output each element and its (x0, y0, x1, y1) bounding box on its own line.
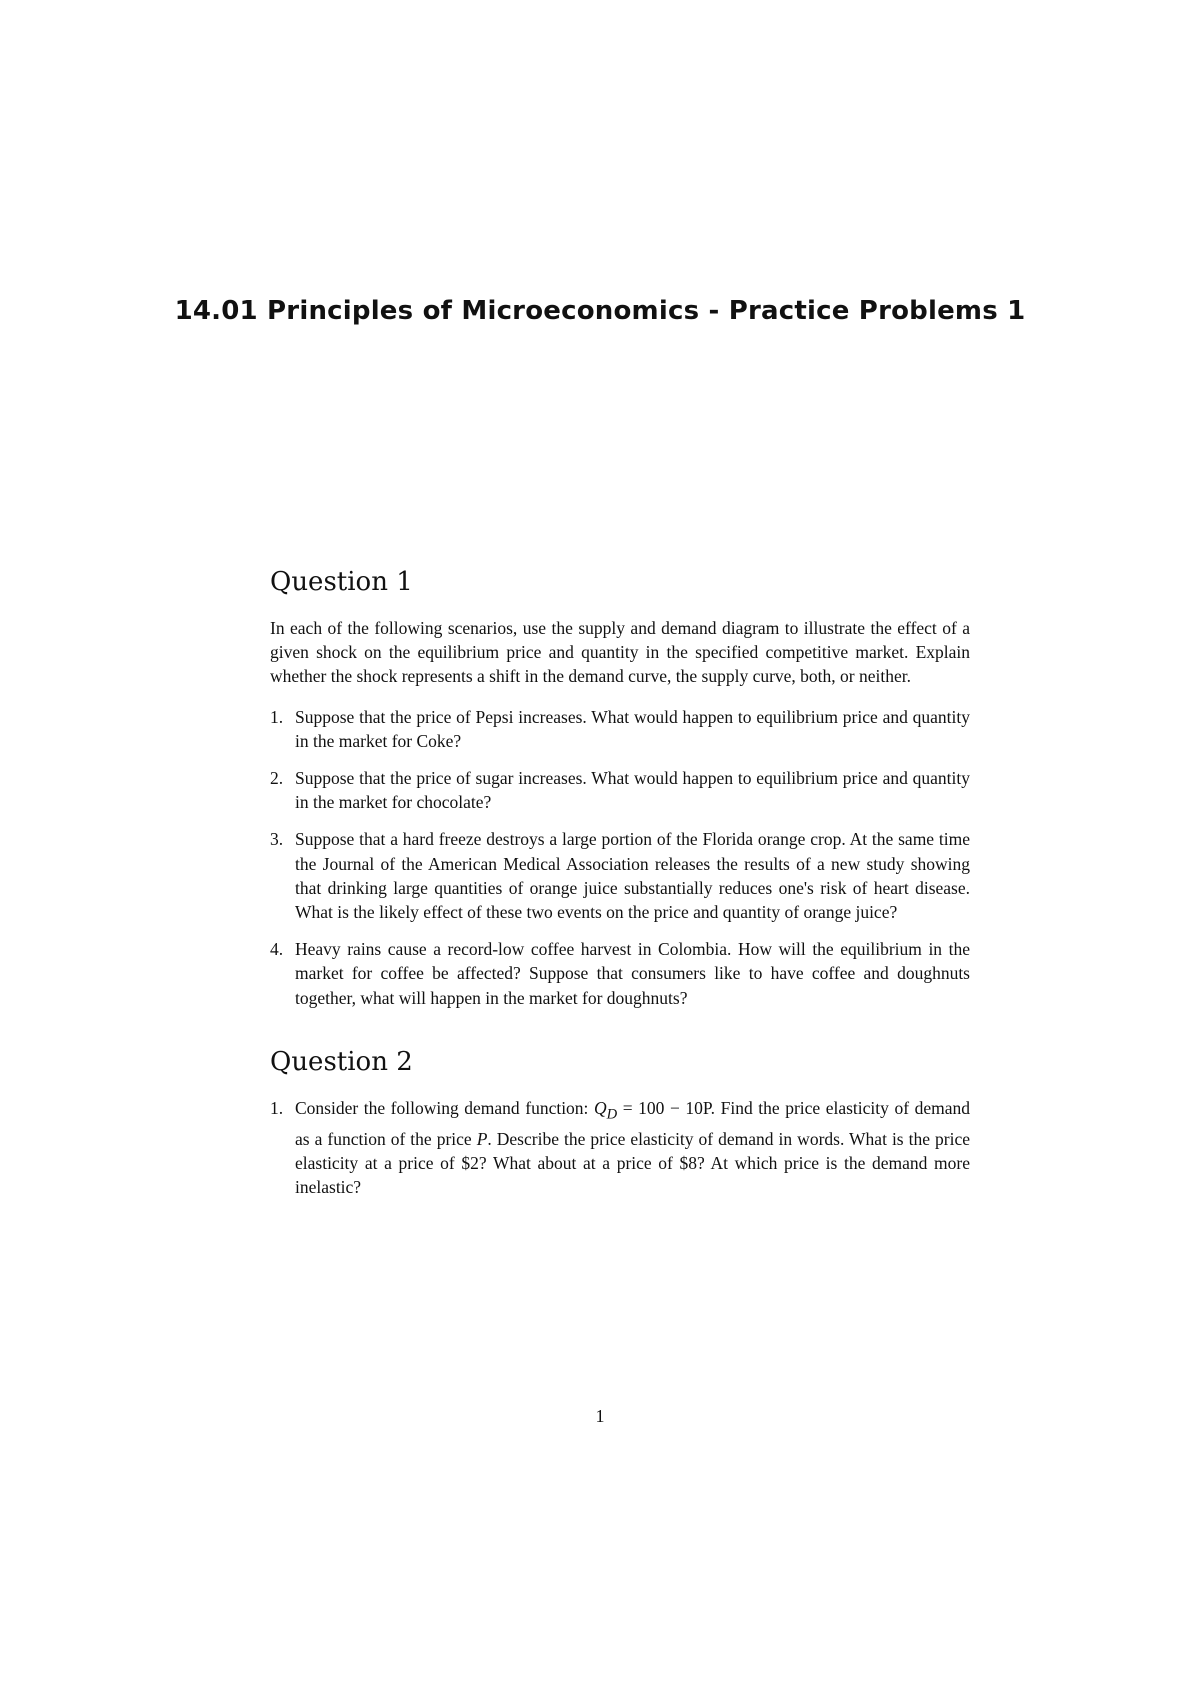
page-title: 14.01 Principles of Microeconomics - Practice Problems 1 (174, 296, 1026, 326)
list-item (270, 827, 970, 924)
list-item-number: 2. (270, 768, 284, 789)
equation-variable-q: Q (593, 1097, 607, 1118)
list-item-text: Heavy rains cause a record-low coffee harvest in Colombia. How will the equilibrium in the market for coffee be affected? Suppose that consumers like to have coffee and doughnuts together, what will happen in the market for doughnuts? (295, 939, 970, 1008)
text-segment: . Find the price elasticity of demand as a function of the price (295, 1097, 970, 1149)
list-item-text: Suppose that a hard freeze destroys a large portion of the Florida orange crop. At the same time the Journal of the American Medical Association releases the results of a new study showing that drinking large quantities of orange juice substantially reduces one's risk of heart disease. What is the likely effect of these two events on the price and quantity of orange juice? (295, 829, 970, 923)
question-1-heading: Question 1 (270, 567, 413, 597)
text-segment: . Describe the price elasticity of demand in words. What is the price elasticity at a price of $2? What about at a price of $8? At which price is the demand more inelastic? (295, 1128, 970, 1197)
list-item (270, 766, 970, 814)
list-item-text: Suppose that the price of Pepsi increases. What would happen to equilibrium price and quantity in the market for Coke? (295, 706, 970, 751)
list-item-number: 4. (270, 939, 284, 960)
list-item (270, 705, 970, 753)
text-segment: Consider the following demand function: (295, 1097, 594, 1118)
list-item-text (295, 1098, 970, 1197)
equation-rhs: = 100 − 10P (617, 1097, 711, 1118)
list-item-number: 3. (270, 829, 284, 850)
list-item-number: 1. (270, 1097, 284, 1118)
question-1-list (270, 705, 970, 1010)
document-body (270, 566, 970, 1212)
variable-p: P (476, 1128, 488, 1149)
list-item (270, 1096, 970, 1199)
question-1-intro: In each of the following scenarios, use the supply and demand diagram to illustrate the effect of a given shock on the equilibrium price and quantity in the specified competitive market. Explain whether the shock represents a shift in the demand curve, the supply curve, both, or neither. (270, 618, 970, 687)
question-2-heading: Question 2 (270, 1046, 413, 1077)
list-item-text: Suppose that the price of sugar increases. What would happen to equilibrium price and quantity in the market for chocolate? (295, 768, 970, 813)
page-number: 1 (595, 1406, 605, 1426)
equation-subscript-d: D (606, 1106, 618, 1123)
question-2-list (270, 1096, 970, 1199)
list-item (270, 937, 970, 1010)
list-item-number: 1. (270, 706, 284, 727)
